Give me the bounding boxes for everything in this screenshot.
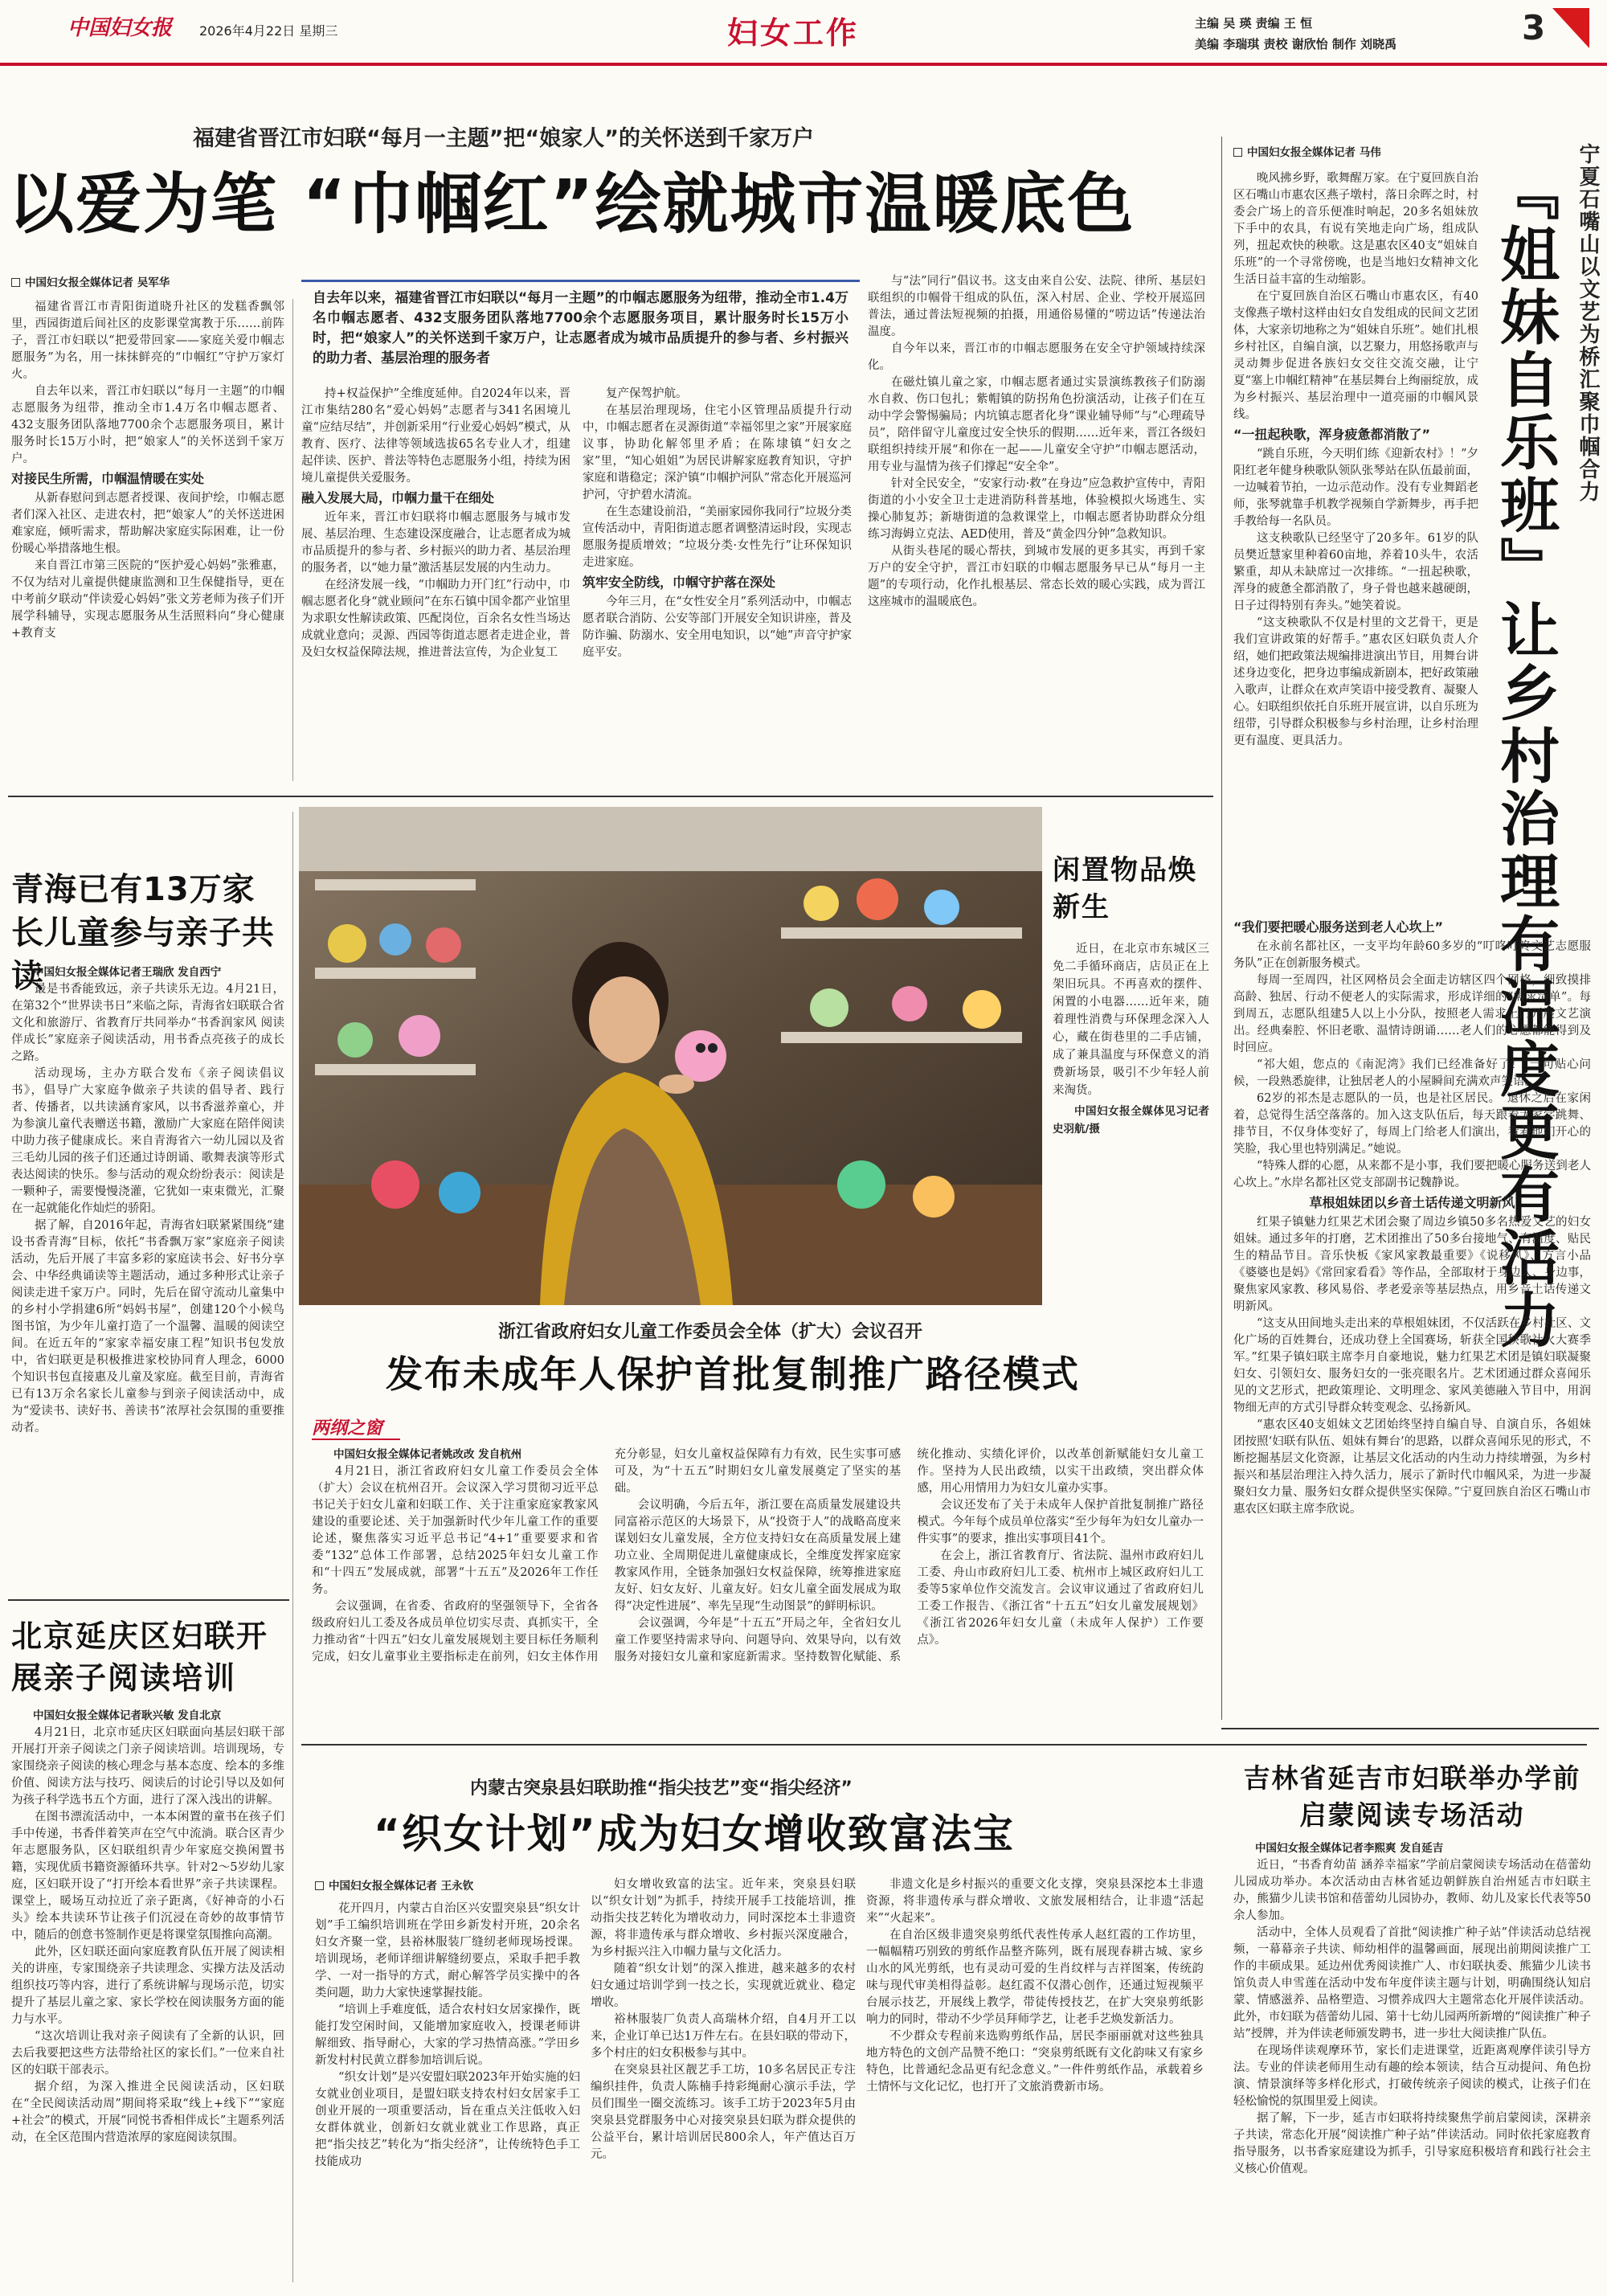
mongolia-paragraph: 裕林服装厂负责人高瑞林介绍，自4月开工以来，企业订单已达1万件左右。在县妇联的带动下，多个村庄的妇女积极参与其中。: [591, 2013, 856, 2060]
beijing-paragraph: 此外，区妇联还面向家庭教育队伍开展了阅读相关的讲座，专家围绕亲子共读理念、实操方法及活动组织技巧等内容，进行了系统讲解与现场示范，切实提升了基层儿童之家、家长学校在阅读服务方面的能力与水平。: [11, 1946, 284, 2026]
zhejiang-kicker: 浙江省政府妇女儿童工作委员会全体（扩大）会议召开: [498, 1322, 923, 1342]
photo-caption-title: 闲置物品焕新生: [1053, 854, 1197, 923]
ningxia-paragraph: 每周一至周四，社区网格员会全面走访辖区四个网格，细致摸排高龄、独居、行动不便老人的实际需求，形成详细的“需求清单”。每到周五，志愿队组建5人以上小分队，按照老人需求上门开展文艺演出。经典秦腔、怀旧老歌、温情诗朗诵……老人们的心愿都能得到及时回应。: [1233, 974, 1591, 1054]
lead-byline: [11, 273, 170, 289]
ningxia-title: 『姐妹自乐班』让乡村治理有温度更有活力: [1490, 161, 1560, 1352]
byline-square-icon: [11, 278, 20, 287]
ningxia-kicker: 宁夏石嘴山以文艺为桥汇聚巾帼合力: [1576, 143, 1600, 503]
lead-subheading: 筑牢安全防线，巾帼守护落在深处: [583, 575, 776, 590]
lead-paragraph: 复产保驾护航。: [606, 387, 688, 400]
mongolia-paragraph: 非遗文化是乡村振兴的重要文化支撑，突泉县深挖本土非遗资源，将非遗传承与群众增收、文旅发展相结合，让非遗“活起来”“火起来”。: [866, 1878, 1204, 1925]
lead-column-2: [301, 386, 570, 781]
mongolia-paragraph: 在突泉县社区靓艺手工坊，10多名居民正专注编织挂件，负责人陈楠手持彩绳耐心演示手法，学员们围坐一圈交流练习。该手工坊于2023年5月由突泉县党群服务中心对接突泉县妇联为群众提供的公益平台，累计培训居民800余人，年产值达百万元。: [591, 2064, 856, 2161]
lead-column-4: [868, 273, 1205, 781]
lead-paragraph: 来自晋江市第三医院的“医护爱心妈妈”张雅惠，不仅为结对儿童提供健康监测和卫生保健指导，更在中考前夕联动“伴读爱心妈妈”张文芳老师为孩子们开展学科辅导，实现志愿服务从生活照料向“身心健康+教育支: [11, 559, 284, 640]
jilin-byline: 中国妇女报全媒体记者李熙爽 发自延吉: [1255, 1842, 1444, 1855]
lead-paragraph: 从新春慰问到志愿者授课、夜间护绘，巾帼志愿者们深入社区、走进农村，把“娘家人”的关怀送进困难家庭，倾听需求，帮助解决家庭实际困难，让一份份暖心举措落地生根。: [11, 492, 284, 555]
zhejiang-byline: 中国妇女报全媒体记者姚改改 发自杭州: [333, 1448, 522, 1461]
zhejiang-paragraph: 会议强调，今年是“十五五”开局之年，全省妇女儿童工作要坚持需求导向、问题导向、效果导向，以有效服务对接妇女儿童和家庭新需求。坚持数智化赋能、系统化推动、实绩化评价，以改革创新赋能妇女儿童工作。坚持为人民出政绩，以实干出政绩，突出群众体感，用心用情用力为妇女儿童办实事。: [614, 1448, 1204, 1664]
lead-subheading: 融入发展大局，巾帼力量干在细处: [301, 490, 495, 505]
lead-paragraph: 自今年以来，晋江市的巾帼志愿服务在安全守护领域持续深化。: [868, 342, 1205, 372]
qinghai-body: [11, 964, 284, 1591]
section-rule: [301, 1744, 1587, 1746]
lead-paragraph: 从街头巷尾的暖心帮扶，到城市发展的更多其实，再到千家万户的安全守护，晋江市妇联的巾帼志愿服务早已从“每月一主题”的专项行动，化作扎根基层、常态长效的暖心实践，成为晋江这座城市的温暖底色。: [868, 545, 1205, 608]
lead-paragraph: 持+权益保护”全维度延伸。自2024年以来，晋江市集结280名“爱心妈妈”志愿者与341名困境儿童“应结尽结”，并创新采用“行业爱心妈妈”模式，从教育、医疗、法律等领域选拔65名专业人才，组建起伴读、医护、普法等特色志愿服务小组，持续为困境儿童提供关爱服务。: [301, 387, 570, 485]
jilin-title: 吉林省延吉市妇联举办学前启蒙阅读专场活动: [1243, 1762, 1581, 1831]
lead-paragraph: 福建省晋江市青阳街道晓升社区的发糕香飘邻里，西园街道后间社区的皮影课堂寓教于乐……前阵子，晋江市妇联以“把爱带回家——家庭关爱巾帼志愿服务”为名，用一抹抹鲜亮的“巾帼红”守护万家灯火。: [11, 301, 284, 381]
mongolia-column-1: [315, 1901, 580, 2290]
mongolia-column-3: [866, 1876, 1204, 2290]
qinghai-paragraph: 活动现场，主办方联合发布《亲子阅读倡议书》，倡导广大家庭争做亲子共读的倡导者、践行者、传播者，以共读涵育家风，以书香滋养童心，并为参演儿童代表赠送书籍，激励广大家庭在陪伴阅读中助力孩子健康成长。来自青海省六一幼儿园以及省三毛幼儿园的孩子们还通过诗朗诵、歌舞表演等形式表达阅读的快乐。参与活动的观众纷纷表示：阅读是一颗种子，需要慢慢浇灌，它犹如一束束微光，汇聚在一起就能化作灿烂的骄阳。: [11, 1067, 284, 1215]
toy-shop-photo: [299, 807, 1042, 1305]
beijing-paragraph: 4月21日，北京市延庆区妇联面向基层妇联干部开展打开亲子阅读之门亲子阅读培训。培训现场，专家围绕亲子阅读的核心理念与基本态度、绘本的多维价值、阅读方法与技巧、阅读后的讨论引导以及如何为孩子科学选书五个方面，进行了深入浅出的讲解。: [11, 1726, 284, 1807]
lead-column-1: [11, 299, 284, 781]
ningxia-column-1: [1233, 170, 1478, 908]
column-divider: [292, 299, 293, 781]
beijing-body: [11, 1708, 284, 2290]
ningxia-paragraph: 在宁夏回族自治区石嘴山市惠农区，有40支像燕子墩村这样由妇女自发组成的民间文艺团体，大家亲切地称之为“姐妹自乐班”。她们扎根乡村社区，自编自演，以艺聚力，用悠扬歌声与灵动舞步促进各族妇女交往交流交融，让宁夏“塞上巾帼红精神”在基层舞台上绚丽绽放，成为乡村振兴、基层治理中一道亮丽的巾帼风景线。: [1233, 290, 1478, 421]
mongolia-paragraph: 花开四月，内蒙古自治区兴安盟突泉县“织女计划”手工编织培训班在学田乡新发村开班，20余名妇女齐聚一堂，县裕林服装厂缝纫老师现场授课。培训现场，老师详细讲解缝纫要点，采取手把手教学、一对一指导的方式，耐心解答学员实操中的各类问题，助力大家快速掌握技能。: [315, 1902, 580, 1999]
lead-paragraph: 针对全民安全，“安家行动·救”在身边”应急救护宣传中，青阳街道的小小安全卫士走进消防科普基地，体验模拟火场逃生、实操心肺复苏；新塘街道的急救课堂上，巾帼志愿者协助群众分组练习海姆立克法、AED使用，普及“黄金四分钟”急救知识。: [868, 477, 1205, 541]
column-tag-label: 两纲之窗: [312, 1418, 383, 1439]
beijing-paragraph: “这次培训让我对亲子阅读有了全新的认识，回去后我要把这些方法带给社区的家长们。”一位来自社区的妇联干部表示。: [11, 2030, 284, 2077]
page-number-badge: [1517, 8, 1589, 48]
mongolia-column-2: [591, 1876, 856, 2290]
page-number: 3: [1522, 8, 1546, 47]
ningxia-byline-text: 中国妇女报全媒体记者 马伟: [1247, 146, 1381, 159]
byline-square-icon: [1233, 148, 1242, 157]
photo-credit: 中国妇女报全媒体见习记者 史羽航/摄: [1053, 1105, 1209, 1136]
ningxia-paragraph: 晚风拂乡野，歌舞醒万家。在宁夏回族自治区石嘴山市惠农区燕子墩村，落日余晖之时，村委会广场上的音乐便准时响起，20多名姐妹放下手中的农具，有说有笑地走向广场，组成队列，扭起欢快的秧歌。这是惠农区40支“姐妹自乐班”的一个寻常傍晚，也是当地妇女精神文化生活日益丰富的生动缩影。: [1233, 172, 1478, 286]
beijing-byline: 中国妇女报全媒体记者耿兴敏 发自北京: [33, 1709, 222, 1722]
qinghai-paragraph: 最是书香能致远，亲子共读乐无边。4月21日，在第32个“世界读书日”来临之际，青海省妇联联合省文化和旅游厅、省教育厅共同举办“书香润家风 阅读伴成长”家庭亲子阅读活动，用书香点亮孩子的成长之路。: [11, 983, 284, 1063]
mongolia-paragraph: 随着“织女计划”的深入推进，越来越多的农村妇女通过培训学到一技之长，实现就近就业、稳定增收。: [591, 1962, 856, 2009]
lead-paragraph: 在经济发展一线，“巾帼助力开门红”行动中，巾帼志愿者化身“就业顾问”在东石镇中国伞都产业馆里为求职女性解读政策、匹配岗位，百余名女性当场达成就业意向；灵源、西园等街道志愿者走进企业，普及妇女权益保障法规，推进普法宣传，为企业复工: [301, 579, 570, 659]
column-divider: [292, 812, 293, 2282]
masthead: [0, 0, 1607, 56]
lead-subheading: 对接民生所需，巾帼温情暖在实处: [11, 471, 205, 486]
toy-shop-illustration: [299, 807, 1042, 1305]
lead-summary: 自去年以来，福建省晋江市妇联以“每月一主题”的巾帼志愿服务为纽带，推动全市1.4万名巾帼志愿者、432支服务团队落地7700余个志愿服务项目，累计服务时长15万小时，把“娘家人”的关怀送到千家万户，让志愿者成为城市品质提升的参与者、乡村振兴的助力者、基层治理的服务者: [313, 290, 848, 366]
lead-summary-box: [301, 280, 860, 380]
lead-paragraph: 在磁灶镇儿童之家，巾帼志愿者通过实景演练教孩子们防溺水自救、伤口包扎；紫帽镇的防拐角色扮演活动，让孩子们在互动中学会警惕骗局；内坑镇志愿者化身“课业辅导师”与“心理疏导员”，陪伴留守儿童度过安全快乐的假期……近年来，晋江各级妇联组织持续开展“和你在一起——儿童安全守护”巾帼志愿活动，用专业与温情为孩子们撑起“安全伞”。: [868, 376, 1205, 473]
zhejiang-paragraph: 会议明确，今后五年，浙江要在高质量发展建设共同富裕示范区的大场景下，从“投资于人”的战略高度来谋划妇女儿童发展，全方位支持妇女在高质量发展上建功立业、全周期促进儿童健康成长，全维度发挥家庭家教家风作用，全链条加强妇女权益保障，统筹推进家庭友好、妇女友好、儿童友好。妇女儿童全面发展成为取得“决定性进展”、率先呈现“生动图景”的鲜明标识。: [614, 1499, 902, 1613]
lead-paragraph: 自去年以来，晋江市妇联以“每月一主题”的巾帼志愿服务为纽带，推动全市1.4万名巾帼志愿者、432支服务团队落地7700余个志愿服务项目，累计服务时长15万小时，把“娘家人”的关怀送到千家万户。: [11, 385, 284, 465]
zhejiang-paragraph: 4月21日，浙江省政府妇女儿童工作委员会全体（扩大）会议在杭州召开。会议深入学习贯彻习近平总书记关于妇女儿童和妇联工作、关于注重家庭家教家风建设的重要论述、关于加强新时代少年儿童工作的重要论述，聚焦落实习近平总书记“4+1”重要要求和省委“132”总体工作部署，总结2025年妇女儿童工作和“十四五”发展成就，部署“十五五”及2026年工作任务。: [312, 1465, 599, 1596]
zhejiang-title: 发布未成年人保护首批复制推广路径模式: [386, 1353, 1080, 1396]
lead-title: 以爱为笔 “巾帼红”绘就城市温暖底色: [8, 166, 1135, 243]
zhejiang-paragraph: 在会上，浙江省教育厅、省法院、温州市政府妇儿工委、舟山市政府妇儿工委、杭州市上城区政府妇儿工委等5家单位作交流发言。会议审议通过了省政府妇儿工委工作报告、《浙江省“十五五”妇女儿童发展规划》《浙江省2026年妇女儿童（未成年人保护）工作要点》。: [917, 1549, 1204, 1647]
lead-byline-text: 中国妇女报全媒体记者 吴军华: [25, 276, 170, 289]
mongolia-paragraph: “织女计划”是兴安盟妇联2023年开始实施的妇女就业创业项目，是盟妇联支持农村妇女居家手工创业开展的一项重要活动，旨在重点关注低收入妇女群体就业，创新妇女就业就业工作思路，真正把“指尖技艺”转化为“指尖经济”，让传统特色手工技能成功: [315, 2071, 580, 2168]
qinghai-title: 青海已有13万家长儿童参与亲子共读: [11, 871, 275, 995]
staff-credits-2: 美编 李瑞琪 责校 谢欣怡 制作 刘晓禹: [1195, 37, 1397, 51]
newspaper-logo: 中国妇女报: [67, 16, 173, 40]
jilin-paragraph: 近日，“书香育幼苗 涵养幸福家”学前启蒙阅读专场活动在蓓蕾幼儿园成功举办。本次活动由吉林省延边朝鲜族自治州延吉市妇联主办，熊猫少儿读书馆和蓓蕾幼儿园协办，教师、幼儿及家长代表等50余人参加。: [1233, 1859, 1591, 1922]
section-rule: [8, 1599, 289, 1601]
ningxia-byline: [1233, 143, 1381, 159]
mongolia-byline-text: 中国妇女报全媒体记者 王永钦: [329, 1880, 474, 1893]
beijing-paragraph: 在图书漂流活动中，一本本闲置的童书在孩子们手中传递，书香伴着笑声在空气中流淌。联合区青少年志愿服务队，区妇联组织青少年家庭交换闲置书籍，实现优质书籍资源循环共享。针对2～5岁幼儿家庭，区妇联开设了“打开绘本看世界”亲子共读课程。课堂上，暖场互动拉近了亲子距离，《好神奇的小石头》绘本共读环节让孩子们沉浸在奇妙的故事情节中，随后的创意书签制作更是将课堂氛围推向高潮。: [11, 1811, 284, 1942]
column-tag: [312, 1414, 400, 1440]
mongolia-byline: [315, 1876, 473, 1893]
mongolia-paragraph: 在自治区级非遗突泉剪纸代表性传承人赵红霞的工作坊里，一幅幅精巧别致的剪纸作品整齐陈列，既有展现春耕古城、家乡山水的风光剪纸，也有灵动可爱的生肖纹样与吉祥图案，传统韵味与现代审美相得益彰。赵红霞不仅潜心创作，还通过短视频平台展示技艺，开展线上教学，带徒传授技艺，在扩大突泉剪纸影响力的同时，带动不少学员拜师学艺，让老手艺焕发新活力。: [866, 1929, 1204, 2026]
ningxia-subheading: “我们要把暖心服务送到老人心坎上”: [1233, 919, 1444, 935]
lead-paragraph: 在基层治理现场，住宅小区管理品质提升行动中，巾帼志愿者在灵源街道“幸福邻里之家”开展家庭议事，协助化解邻里矛盾；在陈埭镇“妇女之家”里，“知心姐姐”为居民讲解家庭教育知识，守护家庭和谐稳定；深沪镇“巾帼护河队”常态化开展巡河护河，守护碧水清流。: [583, 404, 852, 501]
jilin-paragraph: 活动中，全体人员观看了首批“阅读推广种子站”伴读活动总结视频，一幕幕亲子共读、师幼相伴的温馨画面，展现出前期阅读推广工作的丰硕成果。延边州优秀阅读推广人、市妇联执委、熊猫少儿读书馆负责人申雪莲在活动中发布年度伴读主题与计划，明确围绕认知启蒙、情感滋养、品格塑造、习惯养成四大主题常态化开展伴读活动。此外，市妇联为蓓蕾幼儿园、第十七幼儿园两所新增的“阅读推广种子站”授牌，并为伴读老师颁发聘书，进一步壮大阅读推广队伍。: [1233, 1926, 1591, 2040]
zhejiang-paragraph: 会议还发布了关于未成年人保护首批复制推广路径模式。今年每个成员单位落实“至少每年为妇女儿童办一件实事”的要求，推出实事项目41个。: [917, 1499, 1204, 1545]
ningxia-paragraph: 62岁的祁杰是志愿队的一员，也是社区居民。“退休之后在家闲着，总觉得生活空落落的。加入这支队伍后，每天跟着大家学跳舞、排节目，不仅身体变好了，每周上门给老人们演出，看着他们开心的笑脸，我心里也特别满足。”她说。: [1233, 1092, 1591, 1156]
lead-paragraph: 与“法”同行”倡议书。这支由来自公安、法院、律所、基层妇联组织的巾帼骨干组成的队伍，深入村居、企业、学校开展巡回普法，通过普法短视频的拍摄，用通俗易懂的“唠边话”传递法治温度。: [868, 275, 1205, 338]
lead-paragraph: 近年来，晋江市妇联将巾帼志愿服务与城市发展、基层治理、生态建设深度融合，让志愿者成为城市品质提升的参与者、乡村振兴的助力者、基层治理的服务者，以“她力量”激活基层发展的内生动力。: [301, 511, 570, 575]
ningxia-column-2: [1233, 916, 1591, 1720]
lead-paragraph: 在生态建设前沿，“美丽家园你我同行”垃圾分类宣传活动中，青阳街道志愿者调整清运时段，实现志愿服务提质增效；“垃圾分类·女性先行”让环保知识走进家庭。: [583, 505, 852, 569]
ningxia-paragraph: “跳自乐班，今天明们练《迎新农村》！”夕阳红老年健身秧歌队领队张琴站在队伍最前面，一边喊着节拍，一边示范动作。没有专业舞蹈老师，张琴就靠手机教学视频自学新舞步，再手把手教给每一名队员。: [1233, 448, 1478, 528]
byline-square-icon: [315, 1881, 324, 1890]
photo-caption-body-wrap: [1053, 940, 1209, 1138]
issue-date: 2026年4月22日 星期三: [199, 23, 338, 39]
ningxia-paragraph: “祁大姐，您点的《南泥湾》我们已经准备好了！”一句贴心问候，一段熟悉旋律，让独居老人的小屋瞬间充满欢声笑语。: [1233, 1058, 1591, 1088]
qinghai-paragraph: 据了解，自2016年起，青海省妇联紧紧围绕“建设书香青海”目标，依托“书香飘万家”家庭亲子阅读活动，先后开展了丰富多彩的家庭读书会、好书分享会、中华经典诵读等主题活动，通过多种形式让亲子阅读走进千家万户。同时，先后在留守流动儿童集中的乡村小学捐建6所“妈妈书屋”，创建120个小候鸟图书馆，为少年儿童打造了一个温馨、温暖的阅读空间。在近五年的“家家幸福安康工程”知识书包发放中，省妇联更是积极推进家校协同育人理念，6000个知识书包直接惠及儿童及家庭。截至目前，青海省已有13万余名家长儿童参与到亲子阅读活动中，成为“爱读书、读好书、善读书”浓厚社会氛围的重要推动者。: [11, 1219, 284, 1434]
qinghai-byline: 中国妇女报全媒体记者王瑞欣 发自西宁: [33, 966, 222, 979]
ningxia-paragraph: “特殊人群的心愿，从来都不是小事，我们要把暖心服务送到老人心坎上。”水岸名都社区党支部副书记魏静说。: [1233, 1160, 1591, 1189]
lead-paragraph: 今年三月，在“女性安全月”系列活动中，巾帼志愿者联合消防、公安等部门开展安全知识讲座，普及防诈骗、防溺水、安全用电知识，以“她”声音守护家庭平安。: [583, 595, 852, 659]
ningxia-subheading: 草根姐妹团以乡音土话传递文明新风: [1309, 1195, 1515, 1210]
ningxia-paragraph: 这支秧歌队已经坚守了20多年。61岁的队员樊近慧家里种着60亩地，养着10头牛，农活繁重，却从未缺席过一次排练。“一扭起秧歌，浑身的疲惫全都消散了，身子骨也越来越硬朗，日子过得特别有奔头。”她笑着说。: [1233, 532, 1478, 612]
ningxia-paragraph: “这支从田间地头走出来的草根姐妹团，不仅活跃在乡村社区、文化广场的百姓舞台，还成功登上全国赛场，斩获全国秧歌社火大赛季军。”红果子镇妇联主席李月自豪地说，魅力红果艺术团是镇妇联凝聚妇女、引领妇女、服务妇女的一张亮眼名片。艺术团通过群众喜闻乐见的文艺形式，把政策理论、文明理念、家风美德融入节目中，用润物细无声的方式引导群众转变观念、弘扬新风。: [1233, 1317, 1591, 1414]
beijing-paragraph: 据介绍，为深入推进全民阅读活动，区妇联在“全民阅读活动周”期间将采取“线上+线下”“家庭+社会”的模式，开展“同悦书香相伴成长”主题系列活动，在全区范围内营造浓厚的家庭阅读氛围。: [11, 2081, 284, 2144]
section-rule: [8, 796, 1213, 797]
lead-column-3: [583, 386, 852, 781]
ningxia-paragraph: “惠农区40支姐妹文艺团始终坚持自编自导、自演自乐，各姐妹团按照‘妇联有队伍、姐妹有舞台’的思路，以群众喜闻乐见的形式，不断挖掘基层文化资源，让基层文化活动的内生动力持续增强，为乡村振兴和基层治理注入持久活力，展示了新时代巾帼风采，为进一步凝聚妇女力量、服务妇女群众提供坚实保障。”宁夏回族自治区石嘴山市惠农区妇联主席李欣说。: [1233, 1418, 1591, 1516]
zhejiang-body: [312, 1447, 1204, 1736]
mongolia-paragraph: “培训上手难度低，适合农村妇女居家操作，既能打发空闲时间，又能增加家庭收入，授课老师讲解细致、指导耐心，大家的学习热情高涨。”学田乡新发村村民黄立群参加培训后说。: [315, 2003, 580, 2067]
beijing-title: 北京延庆区妇联开展亲子阅读培训: [11, 1619, 269, 1696]
jilin-paragraph: 据了解，下一步，延吉市妇联将持续聚焦学前启蒙阅读，深耕亲子共读，常态化开展“阅读推广种子站”伴读活动。同时依托家庭教育指导服务，以书香家庭建设为抓手，引导家庭积极培育和践行社会主义核心价值观。: [1233, 2112, 1591, 2175]
photo-caption: [1053, 852, 1209, 1138]
ningxia-paragraph: 红果子镇魅力红果艺术团会聚了周边乡镇50多名热爱文艺的妇女姐妹。通过多年的打磨，艺术团推出了50多台接地气、有温度、贴民生的精品节目。音乐快板《家风家教最重要》《说移风》、方言小品《婆婆也是妈》《常回家看看》等作品，全部取材于身边人、身边事，聚焦家风家教、移风易俗、孝老爱亲等基层热点，用乡音土话传递文明新风。: [1233, 1216, 1591, 1313]
ningxia-subheading: “一扭起秧歌，浑身疲惫都消散了”: [1233, 427, 1431, 442]
jilin-body: [1233, 1840, 1591, 2290]
staff-credits-1: 主编 吴 瑛 责编 王 恒: [1195, 16, 1313, 31]
jilin-paragraph: 在现场伴读观摩环节，家长们走进课堂，近距离观摩伴读引导方法。专业的伴读老师用生动有趣的绘本领读，结合互动提问、角色扮演、情景演绎等多样化形式，打破传统亲子阅读的模式，让孩子们在轻松愉悦的氛围里爱上阅读。: [1233, 2044, 1591, 2108]
lead-kicker: 福建省晋江市妇联“每月一主题”把“娘家人”的关怀送到千家万户: [193, 126, 814, 151]
ningxia-paragraph: “这支秧歌队不仅是村里的文艺骨干，更是我们宣讲政策的好帮手。”惠农区妇联负责人介绍，她们把政策法规编排进演出节目，用舞台讲述身边变化，把身边事编成新剧本，把好政策融入歌声，让群众在欢声笑语中接受教育、凝聚人心。妇联组织依托自乐班开展宣讲，以自乐班为纽带，引导群众积极参与乡村治理，让乡村治理更有温度、更具活力。: [1233, 616, 1478, 747]
column-divider: [1221, 137, 1222, 1720]
section-rule: [1221, 1728, 1599, 1729]
mongolia-kicker: 内蒙古突泉县妇联助推“指尖技艺”变“指尖经济”: [470, 1778, 853, 1799]
mongolia-title: “织女计划”成为妇女增收致富法宝: [374, 1811, 1015, 1857]
masthead-rule: [0, 63, 1607, 66]
section-title: 妇女工作: [727, 14, 860, 51]
ningxia-paragraph: 在永前名都社区，一支平均年龄60多岁的“叮咚叮咚文艺志愿服务队”正在创新服务模式。: [1233, 940, 1591, 970]
mongolia-paragraph: 不少群众专程前来选购剪纸作品，居民李丽丽就对这些独具地方特色的文创产品赞不绝口：“突泉剪纸既有文化韵味又有家乡特色，比普通纪念品更有纪念意义。”一件件剪纸作品，承载着乡土情怀与文化记忆，也打开了文旅消费新市场。: [866, 2030, 1204, 2093]
zhejiang-paragraph: 会议强调，在省委、省政府的坚强领导下，全省各级政府妇儿工委及各成员单位切实尽责、真抓实干，全力推动省“十四五”妇女儿童发展规划主要目标任务顺利完成，妇女儿童事业主要指标走在前列，妇女主体作用充分彰显，妇女儿童权益保障有力有效，民生实事可感可及，为“十五五”时期妇女儿童发展奠定了坚实的基础。: [312, 1448, 902, 1664]
photo-caption-body: 近日，在北京市东城区三免二手循环商店，店员正在上架旧玩具。不再喜欢的摆件、闲置的小电器……近年来，随着理性消费与环保理念深入人心，藏在街巷里的二手店铺，成了兼具温度与环保意义的消费新场景，吸引不少年轻人前来淘货。: [1053, 943, 1209, 1097]
mongolia-paragraph: 妇女增收致富的法宝。近年来，突泉县妇联以“织女计划”为抓手，持续开展手工技能培训，推动指尖技艺转化为增收动力，同时深挖本土非遗资源，将非遗传承与群众增收、乡村振兴深度融合，为乡村振兴注入巾帼力量与文化活力。: [591, 1878, 856, 1958]
